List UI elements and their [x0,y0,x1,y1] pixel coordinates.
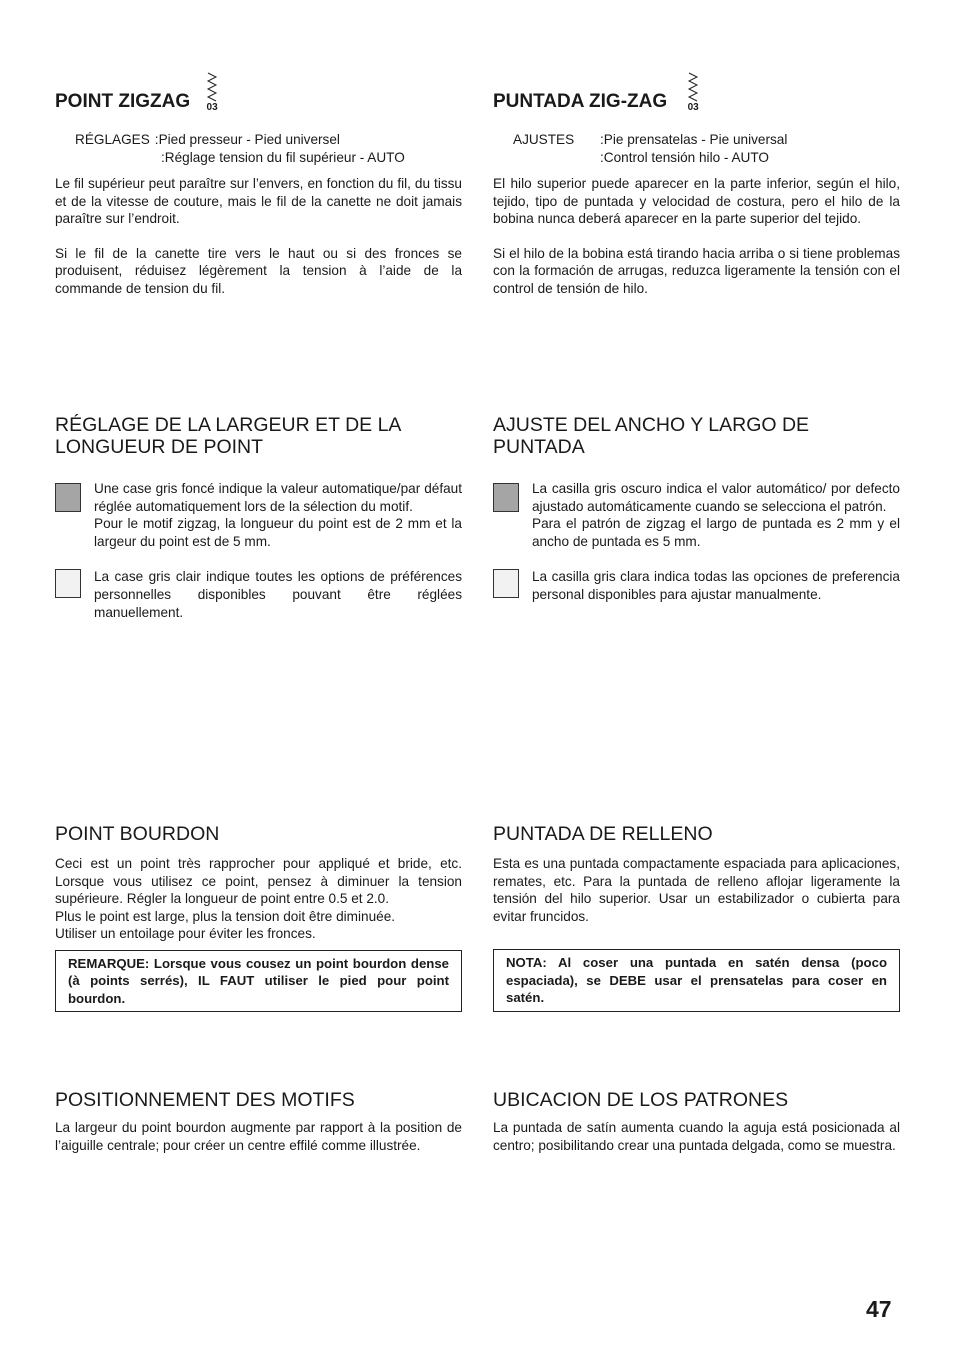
fr-light-box-row [55,568,462,621]
fr-stitch-code: 03 [206,102,218,113]
fr-satin-title: POINT BOURDON [55,823,220,845]
page-number: 47 [866,1296,892,1322]
fr-settings-label: RÉGLAGES [75,132,150,147]
fr-width-title: RÉGLAGE DE LA LARGEUR ET DE LA LONGUEUR DE POINT [55,414,401,458]
es-zigzag-title: PUNTADA ZIG-ZAG [493,91,668,112]
fr-zigzag-para-1: Le fil supérieur peut paraître sur l’envers, en fonction du fil, du tissu et de la vitesse de couture, mais le fil de la canette ne doit jamais paraître sur l’endroit. [55,176,462,227]
fr-setting-2: :Réglage tension du fil supérieur - AUTO [161,150,405,165]
fr-position-section [55,1089,462,1154]
es-light-box-row [493,568,900,603]
es-satin-note: NOTA: Al coser una puntada en satén densa (poco espaciada), se DEBE usar el prensatelas para coser en satén. [493,949,900,1012]
es-setting-1: :Pie prensatelas - Pie universal [600,132,788,147]
fr-position-title: POSITIONNEMENT DES MOTIFS [55,1089,355,1111]
es-dark-text-2: Para el patrón de zigzag el largo de puntada es 2 mm y el ancho de puntada es 5 mm. [532,516,900,549]
fr-zigzag-section [55,72,462,298]
light-gray-box-icon [55,569,81,598]
fr-setting-1: :Pied presseur - Pied universel [154,132,340,147]
fr-light-text: La case gris clair indique toutes les options de préférences personnelles disponibles pouvant être réglées manuellement. [94,569,462,620]
es-zigzag-para-1: El hilo superior puede aparecer en la parte inferior, según el hilo, tejido, tipo de puntada y velocidad de costura, pero el hilo de la bobina nunca deberá aparecer en la parte superior del tejido. [493,176,900,227]
es-width-section [493,414,900,604]
fr-dark-box-row [55,480,462,550]
es-dark-box-row [493,480,900,550]
zigzag-stitch-icon [687,72,699,113]
es-settings [493,131,900,167]
fr-satin-section [55,823,462,1012]
fr-satin-line-1: Ceci est un point très rapprocher pour appliqué et bride, etc. Lorsque vous utilisez ce point, pensez à diminuer la tension supérieure. Régler la longueur de point entre 0.5 et 2.0. [55,856,462,907]
fr-satin-note: REMARQUE: Lorsque vous cousez un point bourdon dense (à points serrés), IL FAUT utiliser le pied pour point bourdon. [55,950,462,1013]
es-width-title: AJUSTE DEL ANCHO Y LARGO DE PUNTADA [493,414,810,458]
es-position-section [493,1089,900,1154]
fr-zigzag-title-row [55,72,462,113]
es-light-text: La casilla gris clara indica todas las opciones de preferencia personal disponibles para ajustar manualmente. [532,569,900,602]
es-zigzag-section [493,72,900,298]
zigzag-stitch-icon [206,72,218,113]
fr-dark-text-2: Pour le motif zigzag, la longueur du point est de 2 mm et la largeur du point est de 5 mm. [94,516,462,549]
fr-satin-line-3: Utiliser un entoilage pour éviter les fronces. [55,926,316,942]
fr-width-section [55,414,462,621]
fr-zigzag-para-2: Si le fil de la canette tire vers le haut ou si des fronces se produisent, réduisez légèrement la tension à l’aide de la commande de tension du fil. [55,245,462,296]
fr-position-text: La largeur du point bourdon augmente par rapport à la position de l’aiguille centrale; pour créer un centre effilé comme illustrée. [55,1120,462,1153]
es-stitch-code: 03 [687,102,699,113]
dark-gray-box-icon [493,483,519,512]
es-zigzag-para-2: Si el hilo de la bobina está tirando hacia arriba o si tiene problemas con la formación de arrugas, reduzca ligeramente la tensión con el control de tensión de hilo. [493,245,900,296]
es-position-title: UBICACION DE LOS PATRONES [493,1089,789,1111]
fr-settings [55,131,462,167]
es-zigzag-title-row [493,72,900,113]
light-gray-box-icon [493,569,519,598]
es-satin-section [493,823,900,1012]
fr-satin-line-2: Plus le point est large, plus la tension doit être diminuée. [55,908,396,924]
es-setting-2: :Control tensión hilo - AUTO [600,150,769,165]
fr-dark-text-1: Une case gris foncé indique la valeur automatique/par défaut réglée automatiquement lors de la sélection du motif. [94,481,462,514]
es-settings-label: AJUSTES [513,132,575,147]
dark-gray-box-icon [55,483,81,512]
fr-zigzag-title: POINT ZIGZAG [55,91,191,112]
es-satin-text: Esta es una puntada compactamente espaciada para aplicaciones, remates, etc. Para la puntada de relleno aflojar ligeramente la tensión del hilo superior. Usar un estabilizador o cubierta para evitar fruncidos. [493,856,900,924]
es-dark-text-1: La casilla gris oscuro indica el valor automático/ por defecto ajustado automáticamente cuando se selecciona el patrón. [532,481,900,514]
es-satin-title: PUNTADA DE RELLENO [493,823,713,845]
es-position-text: La puntada de satín aumenta cuando la aguja está posicionada al centro; posibilitando crear una puntada delgada, como se muestra. [493,1120,900,1153]
